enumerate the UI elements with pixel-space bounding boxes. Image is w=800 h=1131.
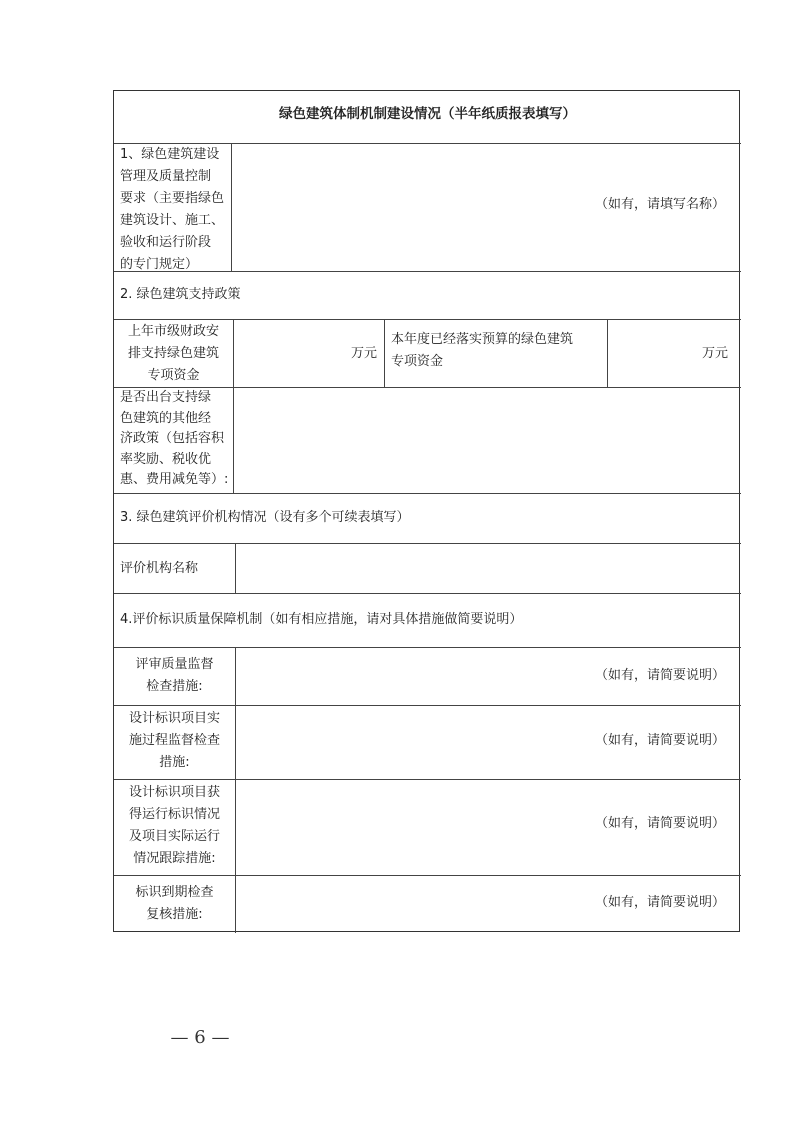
other-policy-label: 是否出台支持绿 色建筑的其他经 济政策（包括容积 率奖励、税收优 惠、费用减免等）:	[120, 390, 229, 487]
section-2-heading: 2. 绿色建筑支持政策	[120, 287, 241, 302]
agency-name-field[interactable]	[236, 544, 741, 593]
row-divider	[114, 271, 741, 272]
current-year-funding-label: 本年度已经落实预算的绿色建筑 专项资金	[391, 332, 574, 369]
row-divider	[114, 493, 741, 494]
quality-control-note: （如有，请填写名称）	[594, 197, 725, 212]
other-policy-field[interactable]	[234, 388, 741, 493]
form-title: 绿色建筑体制机制建设情况（半年纸质报表填写）	[279, 106, 576, 122]
review-supervision-note: （如有，请简要说明）	[594, 668, 725, 683]
green-building-form	[113, 90, 740, 932]
row-divider	[114, 593, 741, 594]
quality-control-label: 1、绿色建筑建设 管理及质量控制 要求（主要指绿色 建筑设计、施工、 验收和运行阶段 的专门规定）	[120, 147, 225, 272]
design-process-label: 设计标识项目实 施过程监督检查 措施:	[128, 711, 220, 770]
expiry-review-label: 标识到期检查 复核措施:	[135, 885, 214, 922]
current-year-funding-unit: 万元	[701, 346, 728, 361]
section-4-heading: 4.评价标识质量保障机制（如有相应措施，请对具体措施做简要说明）	[120, 612, 523, 627]
design-process-note: （如有，请简要说明）	[594, 733, 725, 748]
agency-name-label: 评价机构名称	[120, 561, 199, 576]
last-year-funding-unit: 万元	[350, 346, 377, 361]
page-number: — 6 —	[170, 1027, 230, 1048]
last-year-funding-label: 上年市级财政安 排支持绿色建筑 专项资金	[127, 324, 219, 383]
review-supervision-label: 评审质量监督 检查措施:	[135, 657, 214, 694]
operation-tracking-label: 设计标识项目获 得运行标识情况 及项目实际运行 情况跟踪措施:	[128, 785, 220, 866]
operation-tracking-note: （如有，请简要说明）	[594, 816, 725, 831]
expiry-review-note: （如有，请简要说明）	[594, 895, 725, 910]
section-3-heading: 3. 绿色建筑评价机构情况（设有多个可续表填写）	[120, 510, 410, 525]
